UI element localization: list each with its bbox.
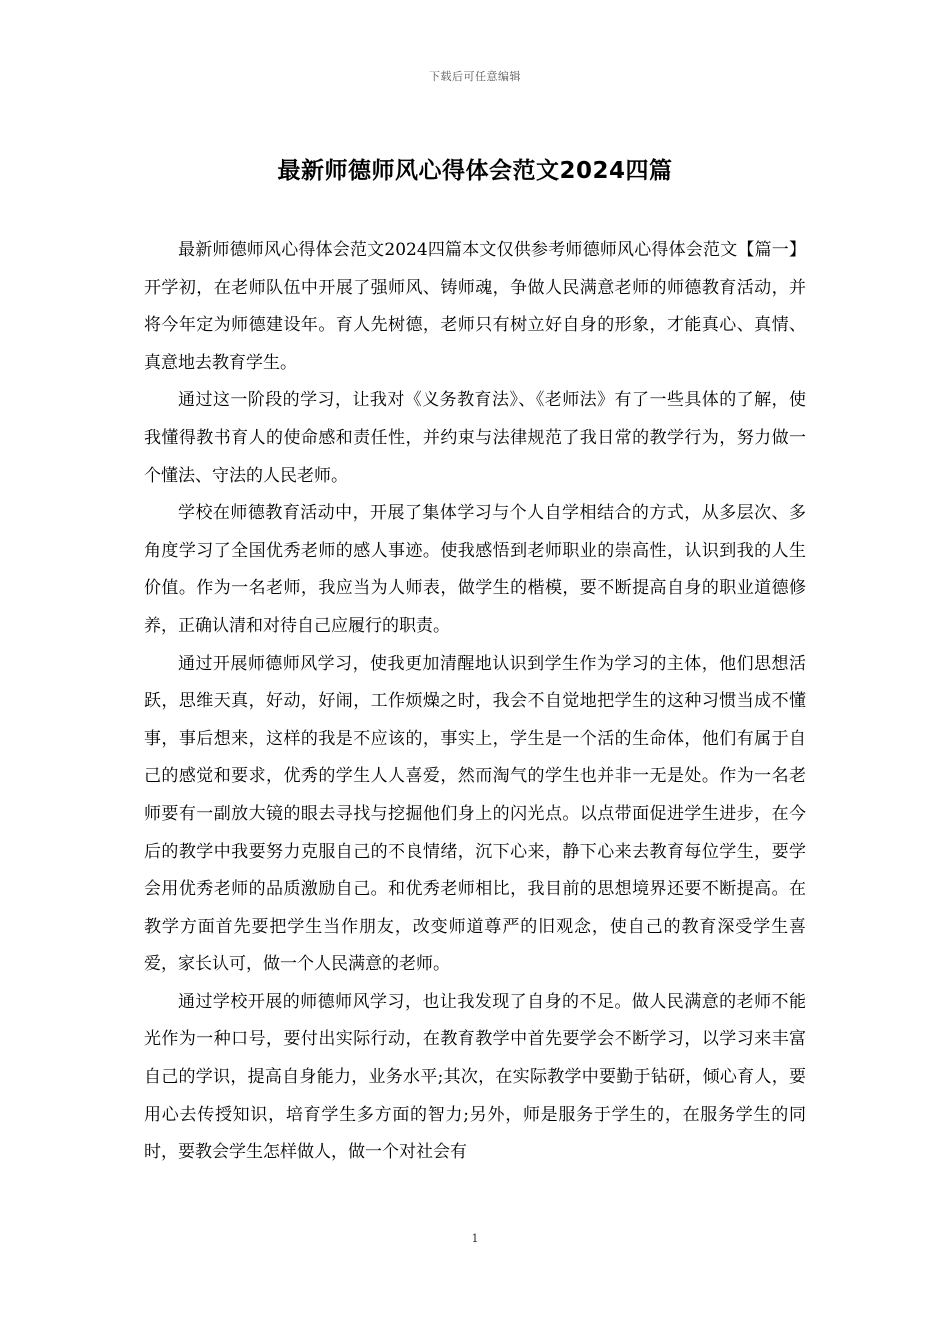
paragraph: 通过这一阶段的学习，让我对《义务教育法》、《老师法》有了一些具体的了解，使我懂得教书育人的使命感和责任性，并约束与法律规范了我日常的教学行为，努力做一个懂法、守法的人民老师。	[144, 390, 806, 486]
paragraph: 通过学校开展的师德师风学习，也让我发现了自身的不足。做人民满意的老师不能光作为一种口号，要付出实际行动，在教育教学中首先要学会不断学习，以学习来丰富自己的学识，提高自身能力，业务水平;其次，在实际教学中要勤于钻研，倾心育人，要用心去传授知识，培育学生多方面的智力;另外，师是服务于学生的，在服务学生的同时，要教会学生怎样做人，做一个对社会有	[144, 991, 806, 1163]
document-body	[144, 232, 806, 1172]
paragraph: 通过开展师德师风学习，使我更加清醒地认识到学生作为学习的主体，他们思想活跃，思维天真，好动，好闹，工作烦燥之时，我会不自觉地把学生的这种习惯当成不懂事，事后想来，这样的我是不应该的，事实上，学生是一个活的生命体，他们有属于自己的感觉和要求，优秀的学生人人喜爱，然而淘气的学生也并非一无是处。作为一名老师要有一副放大镜的眼去寻找与挖掘他们身上的闪光点。以点带面促进学生进步，在今后的教学中我要努力克服自己的不良情绪，沉下心来，静下心来去教育每位学生，要学会用优秀老师的品质激励自己。和优秀老师相比，我目前的思想境界还要不断提高。在教学方面首先要把学生当作朋友，改变师道尊严的旧观念，使自己的教育深受学生喜爱，家长认可，做一个人民满意的老师。	[144, 653, 806, 975]
page-header: 下载后可任意编辑	[429, 70, 521, 83]
paragraph: 最新师德师风心得体会范文2024四篇本文仅供参考师德师风心得体会范文【篇一】开学初，在老师队伍中开展了强师风、铸师魂，争做人民满意老师的师德教育活动，并将今年定为师德建设年。育人先树德，老师只有树立好自身的形象，才能真心、真情、真意地去教育学生。	[144, 240, 806, 373]
document-title: 最新师德师风心得体会范文2024四篇	[277, 158, 673, 184]
page-number: 1	[471, 1232, 479, 1245]
paragraph: 学校在师德教育活动中，开展了集体学习与个人自学相结合的方式，从多层次、多角度学习了全国优秀老师的感人事迹。使我感悟到老师职业的崇高性，认识到我的人生价值。作为一名老师，我应当为人师表，做学生的楷模，要不断提高自身的职业道德修养，正确认清和对待自己应履行的职责。	[144, 503, 806, 636]
